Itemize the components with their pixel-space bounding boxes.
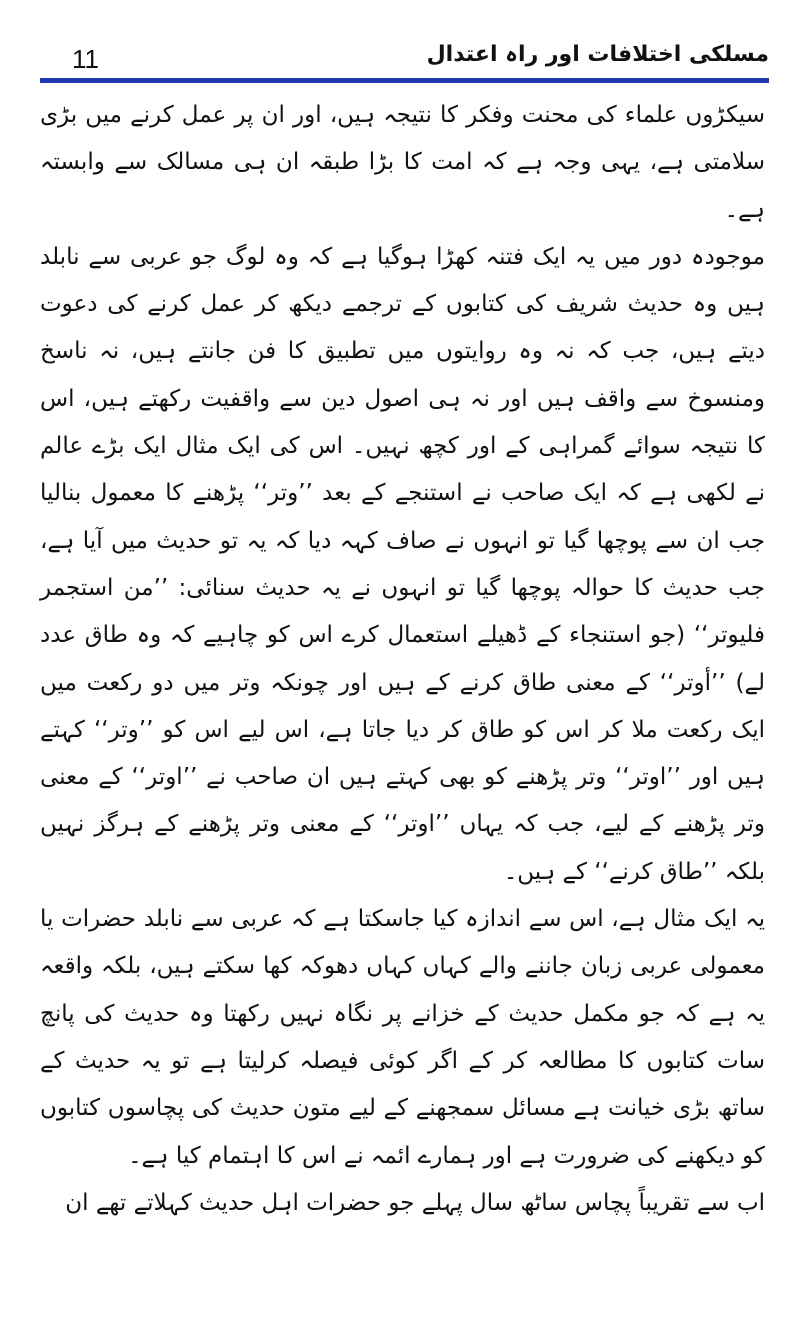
body-text	[40, 92, 765, 1227]
paragraph-3: یہ ایک مثال ہے، اس سے اندازہ کیا جاسکتا ہے کہ عربی سے نابلد حضرات یا معمولی عربی زبان جاننے والے کہاں کہاں دھوکہ کھا سکتے ہیں، بلکہ واقعہ یہ ہے کہ جو مکمل حدیث کے خزانے پر نگاہ نہیں رکھتا وہ حدیث کی پانچ سات کتابوں کا مطالعہ کر کے اگر کوئی فیصلہ کرلیتا ہے تو یہ حدیث کے ساتھ بڑی خیانت ہے مسائل سمجھنے کے لیے متون حدیث کی پچاسوں کتابوں کو دیکھنے کی ضرورت ہے اور ہمارے ائمہ نے اس کا اہتمام کیا ہے۔	[40, 906, 765, 1169]
running-title: مسلکی اختلافات اور راہ اعتدال	[426, 42, 769, 67]
page-header	[40, 40, 769, 76]
paragraph-1: سیکڑوں علماء کی محنت وفکر کا نتیجہ ہیں، اور ان پر عمل کرنے میں بڑی سلامتی ہے، یہی وجہ ہے کہ امت کا بڑا طبقہ ان ہی مسالک سے وابستہ ہے۔	[40, 102, 765, 223]
paragraph-4: اب سے تقریباً پچاس ساٹھ سال پہلے جو حضرات اہل حدیث کہلاتے تھے ان	[65, 1189, 765, 1216]
page-number: 11	[72, 44, 99, 74]
header-rule	[40, 78, 769, 83]
paragraph-2: موجودہ دور میں یہ ایک فتنہ کھڑا ہوگیا ہے کہ وہ لوگ جو عربی سے نابلد ہیں وہ حدیث شریف کی کتابوں کے ترجمے دیکھ کر عمل کرنے کی دعوت دیتے ہیں، جب کہ نہ وہ روایتوں میں تطبیق کا فن جانتے ہیں، نہ ناسخ ومنسوخ سے واقف ہیں اور نہ ہی اصول دین سے واقفیت رکھتے ہیں، اس کا نتیجہ سوائے گمراہی کے اور کچھ نہیں۔ اس کی ایک مثال ایک بڑے عالم نے لکھی ہے کہ ایک صاحب نے استنجے کے بعد ’’وتر‘‘ پڑھنے کا معمول بنالیا جب ان سے پوچھا گیا تو انہوں نے صاف کہہ دیا کہ یہ تو حدیث میں آیا ہے، جب حدیث کا حوالہ پوچھا گیا تو انہوں نے یہ حدیث سنائی: ’’من استجمر فلیوتر‘‘ (جو استنجاء کے ڈھیلے استعمال کرے اس کو چاہیے کہ وہ طاق عدد لے) ’’أوتر‘‘ کے معنی طاق کرنے کے ہیں اور چونکہ وتر میں دو رکعت میں ایک رکعت ملا کر اس کو طاق کر دیا جاتا ہے، اس لیے اس کو ’’وتر‘‘ کہتے ہیں اور ’’اوتر‘‘ وتر پڑھنے کو بھی کہتے ہیں ان صاحب نے ’’اوتر‘‘ کے معنی وتر پڑھنے کے لیے، جب کہ یہاں ’’اوتر‘‘ کے معنی وتر پڑھنے کے ہرگز نہیں بلکہ ’’طاق کرنے‘‘ کے ہیں۔	[40, 243, 765, 885]
